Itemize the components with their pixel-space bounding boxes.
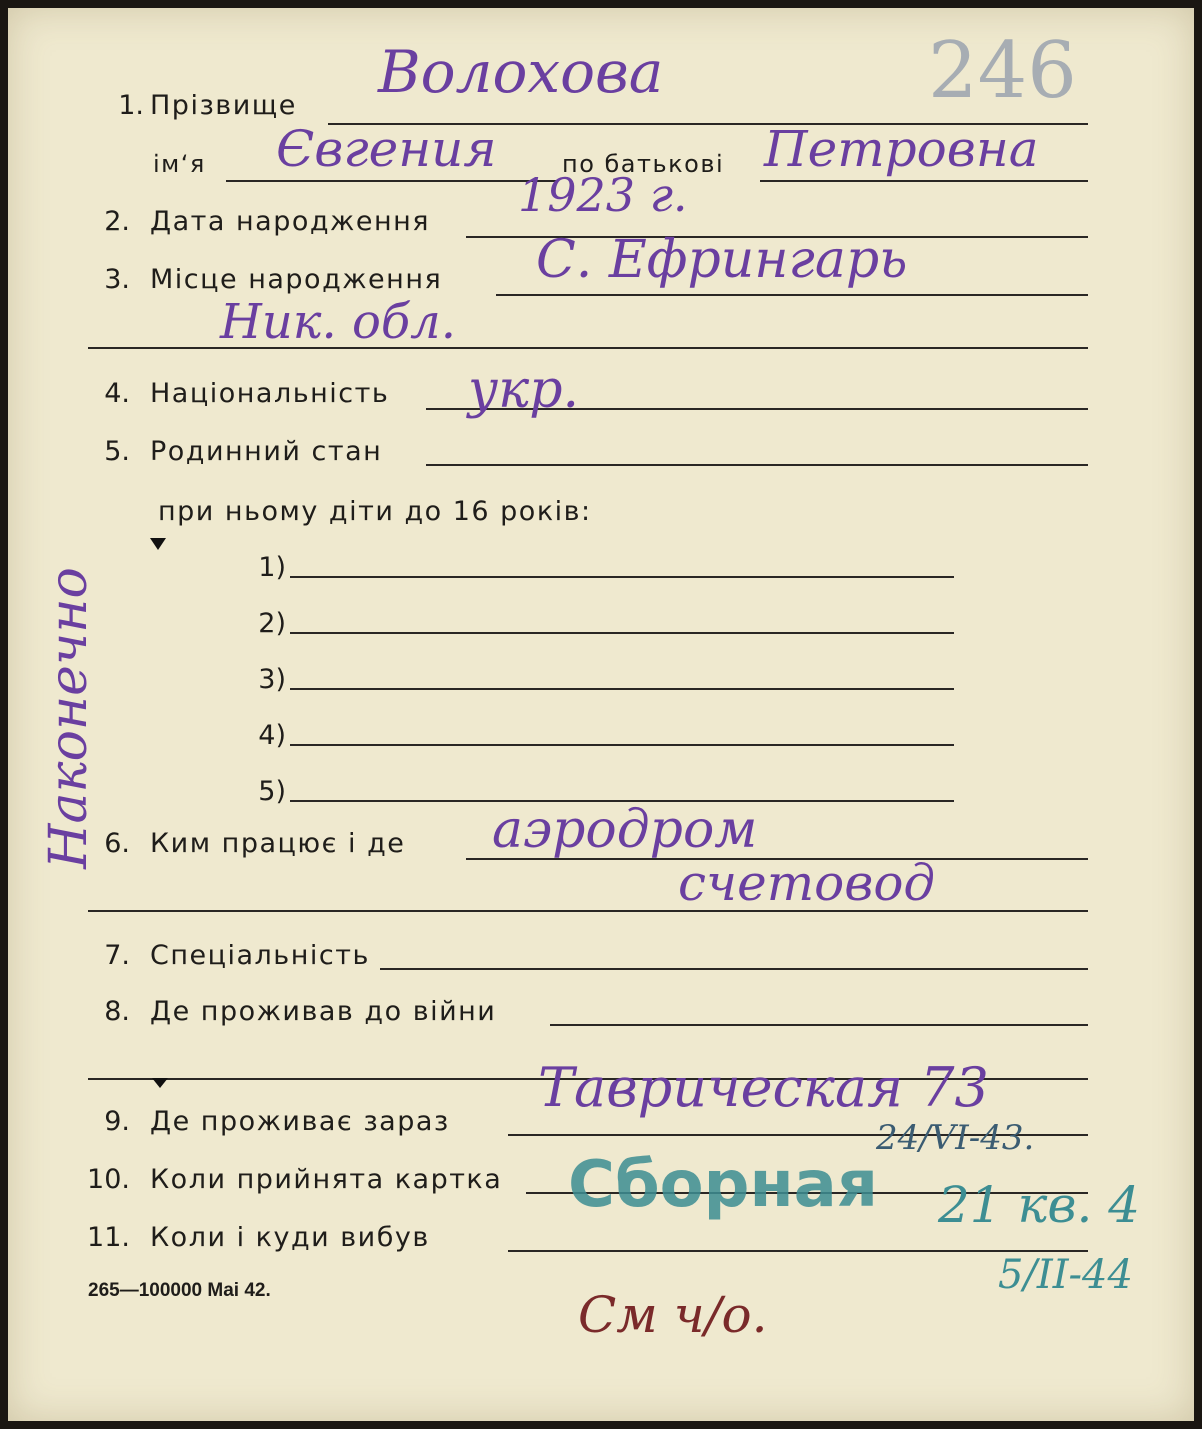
field-number-10: 10.: [87, 1164, 130, 1195]
child-number-5: 5): [258, 776, 286, 807]
punch-hole-bottom: [152, 1078, 168, 1088]
card-date-handwriting: 24/VI-43.: [876, 1118, 1035, 1158]
field-number-9: 9.: [104, 1106, 130, 1137]
workplace-extra-line: [88, 910, 1088, 912]
birth-place-handwriting: С. Ефрингарь: [536, 230, 908, 290]
departure-date-handwriting: 5/II-44: [998, 1252, 1133, 1298]
specialty-line: [380, 968, 1088, 970]
patronymic-label: по батькові: [562, 150, 725, 178]
current-address-label: Де проживає зараз: [150, 1106, 450, 1137]
field-number-2: 2.: [104, 206, 130, 237]
current-address-handwriting: Таврическая 73: [538, 1056, 989, 1119]
punch-hole-top: [150, 538, 166, 550]
nationality-handwriting: укр.: [468, 360, 580, 420]
field-number-1: 1.: [118, 90, 144, 121]
child-number-1: 1): [258, 552, 286, 583]
field-number-4: 4.: [104, 378, 130, 409]
child-line-1: [290, 576, 954, 578]
workplace-label: Ким працює і де: [150, 828, 406, 859]
prewar-address-label: Де проживав до війни: [150, 996, 497, 1027]
marital-status-label: Родинний стан: [150, 436, 383, 467]
child-number-3: 3): [258, 664, 286, 695]
card-accepted-label: Коли прийнята картка: [150, 1164, 503, 1195]
children-label: при ньому діти до 16 років:: [158, 496, 592, 527]
first-name-label: ім‘я: [153, 150, 206, 178]
field-number-3: 3.: [104, 264, 130, 295]
card-number-pencil: 246: [928, 26, 1077, 116]
departure-address-handwriting: 21 кв. 4: [938, 1176, 1141, 1234]
child-line-4: [290, 744, 954, 746]
specialty-label: Спеціальність: [150, 940, 370, 971]
child-number-4: 4): [258, 720, 286, 751]
birth-place-line: [496, 294, 1088, 296]
birth-date-handwriting: 1923 г.: [518, 168, 688, 222]
birth-place-region-handwriting: Ник. обл.: [220, 294, 456, 350]
registration-card: [8, 8, 1194, 1421]
marital-status-line: [426, 464, 1088, 466]
birth-date-label: Дата народження: [150, 206, 431, 237]
prewar-address-line: [550, 1024, 1088, 1026]
field-number-6: 6.: [104, 828, 130, 859]
work-place-handwriting: аэродром: [492, 800, 758, 860]
stamp-handwriting: Сборная: [568, 1148, 878, 1222]
child-number-2: 2): [258, 608, 286, 639]
field-number-5: 5.: [104, 436, 130, 467]
surname-label: Прізвище: [150, 90, 297, 121]
margin-name-handwriting: Наконечно: [38, 567, 99, 869]
departure-label: Коли і куди вибув: [150, 1222, 430, 1253]
child-line-2: [290, 632, 954, 634]
nationality-label: Національність: [150, 378, 390, 409]
work-role-handwriting: счетовод: [678, 854, 936, 912]
patronymic-handwriting: Петровна: [764, 120, 1039, 178]
field-number-11: 11.: [87, 1222, 130, 1253]
birth-place-extra-line: [88, 347, 1088, 349]
surname-handwriting: Волохова: [378, 38, 664, 106]
bottom-note-handwriting: См ч/о.: [578, 1286, 768, 1344]
field-number-8: 8.: [104, 996, 130, 1027]
first-name-handwriting: Євгения: [276, 120, 497, 178]
child-line-3: [290, 688, 954, 690]
birth-place-label: Місце народження: [150, 264, 443, 295]
field-number-7: 7.: [104, 940, 130, 971]
patronymic-line: [760, 180, 1088, 182]
first-name-line: [226, 180, 556, 182]
print-run-footer: 265—100000 Mai 42.: [88, 1280, 271, 1301]
